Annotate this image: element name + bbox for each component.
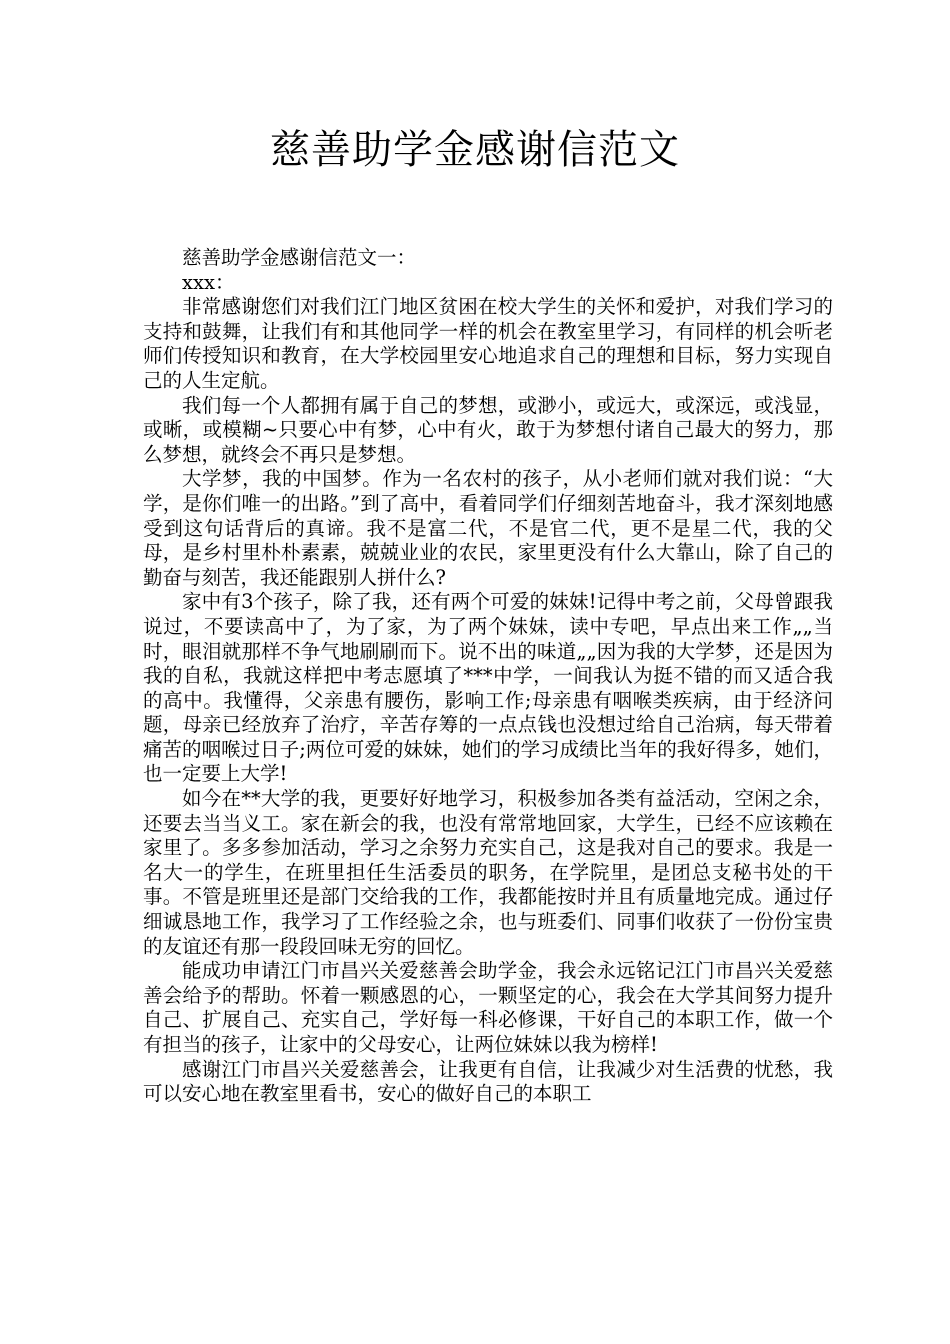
paragraph: 大学梦，我的中国梦。作为一名农村的孩子，从小老师们就对我们说：“大学，是你们唯一的出路。”到了高中，看着同学们仔细刻苦地奋斗，我才深刻地感受到这句话背后的真谛。我不是富二代，不是官二代，更不是星二代，我的父母，是乡村里朴朴素素，兢兢业业的农民，家里更没有什么大靠山，除了自己的勤奋与刻苦，我还能跟别人拼什么? xyxy=(143,467,833,589)
paragraph-salutation: xxx： xyxy=(182,270,235,294)
page-title: 慈善助学金感谢信范文 xyxy=(270,127,680,173)
paragraph: 能成功申请江门市昌兴关爱慈善会助学金，我会永远铭记江门市昌兴关爱慈善会给予的帮助。怀着一颗感恩的心，一颗坚定的心，我会在大学其间努力提升自己、扩展自己、充实自己，学好每一科必修课，干好自己的本职工作，做一个有担当的孩子，让家中的父母安心，让两位妹妹以我为榜样! xyxy=(143,959,833,1056)
paragraph: 我们每一个人都拥有属于自己的梦想，或渺小，或远大，或深远，或浅显，或晰，或模糊~只要心中有梦，心中有火，敢于为梦想付诸自己最大的努力，那么梦想，就终会不再只是梦想。 xyxy=(143,393,833,466)
paragraph: 如今在**大学的我，更要好好地学习，积极参加各类有益活动，空闲之余，还要去当当义工。家在新会的我，也没有常常地回家，大学生，已经不应该赖在家里了。多多参加活动，学习之余努力充实自己，这是我对自己的要求。我是一名大一的学生，在班里担任生活委员的职务，在学院里，是团总支秘书处的干事。不管是班里还是部门交给我的工作，我都能按时并且有质量地完成。通过仔细诚恳地工作，我学习了工作经验之余，也与班委们、同事们收获了一份份宝贵的友谊还有那一段段回味无穷的回忆。 xyxy=(143,787,833,958)
letter-body xyxy=(143,246,833,1107)
paragraph: 感谢江门市昌兴关爱慈善会，让我更有自信，让我减少对生活费的忧愁，我可以安心地在教室里看书，安心的做好自己的本职工 xyxy=(143,1057,833,1106)
paragraph: 非常感谢您们对我们江门地区贫困在校大学生的关怀和爱护，对我们学习的支持和鼓舞，让我们有和其他同学一样的机会在教室里学习，有同样的机会听老师们传授知识和教育，在大学校园里安心地追求自己的理想和目标，努力实现自己的人生定航。 xyxy=(143,295,833,392)
paragraph: 家中有3个孩子，除了我，还有两个可爱的妹妹!记得中考之前，父母曾跟我说过，不要读高中了，为了家，为了两个妹妹，读中专吧，早点出来工作„„当时，眼泪就那样不争气地刷刷而下。说不出的味道„„因为我的大学梦，还是因为我的自私，我就这样把中考志愿填了***中学，一间我认为挺不错的而又适合我的高中。我懂得，父亲患有腰伤，影响工作;母亲患有咽喉类疾病，由于经济问题，母亲已经放弃了治疗，辛苦存筹的一点点钱也没想过给自己治病，每天带着痛苦的咽喉过日子;两位可爱的妹妹，她们的学习成绩比当年的我好得多，她们，也一定要上大学! xyxy=(143,590,833,786)
paragraph-heading: 慈善助学金感谢信范文一： xyxy=(182,246,417,269)
